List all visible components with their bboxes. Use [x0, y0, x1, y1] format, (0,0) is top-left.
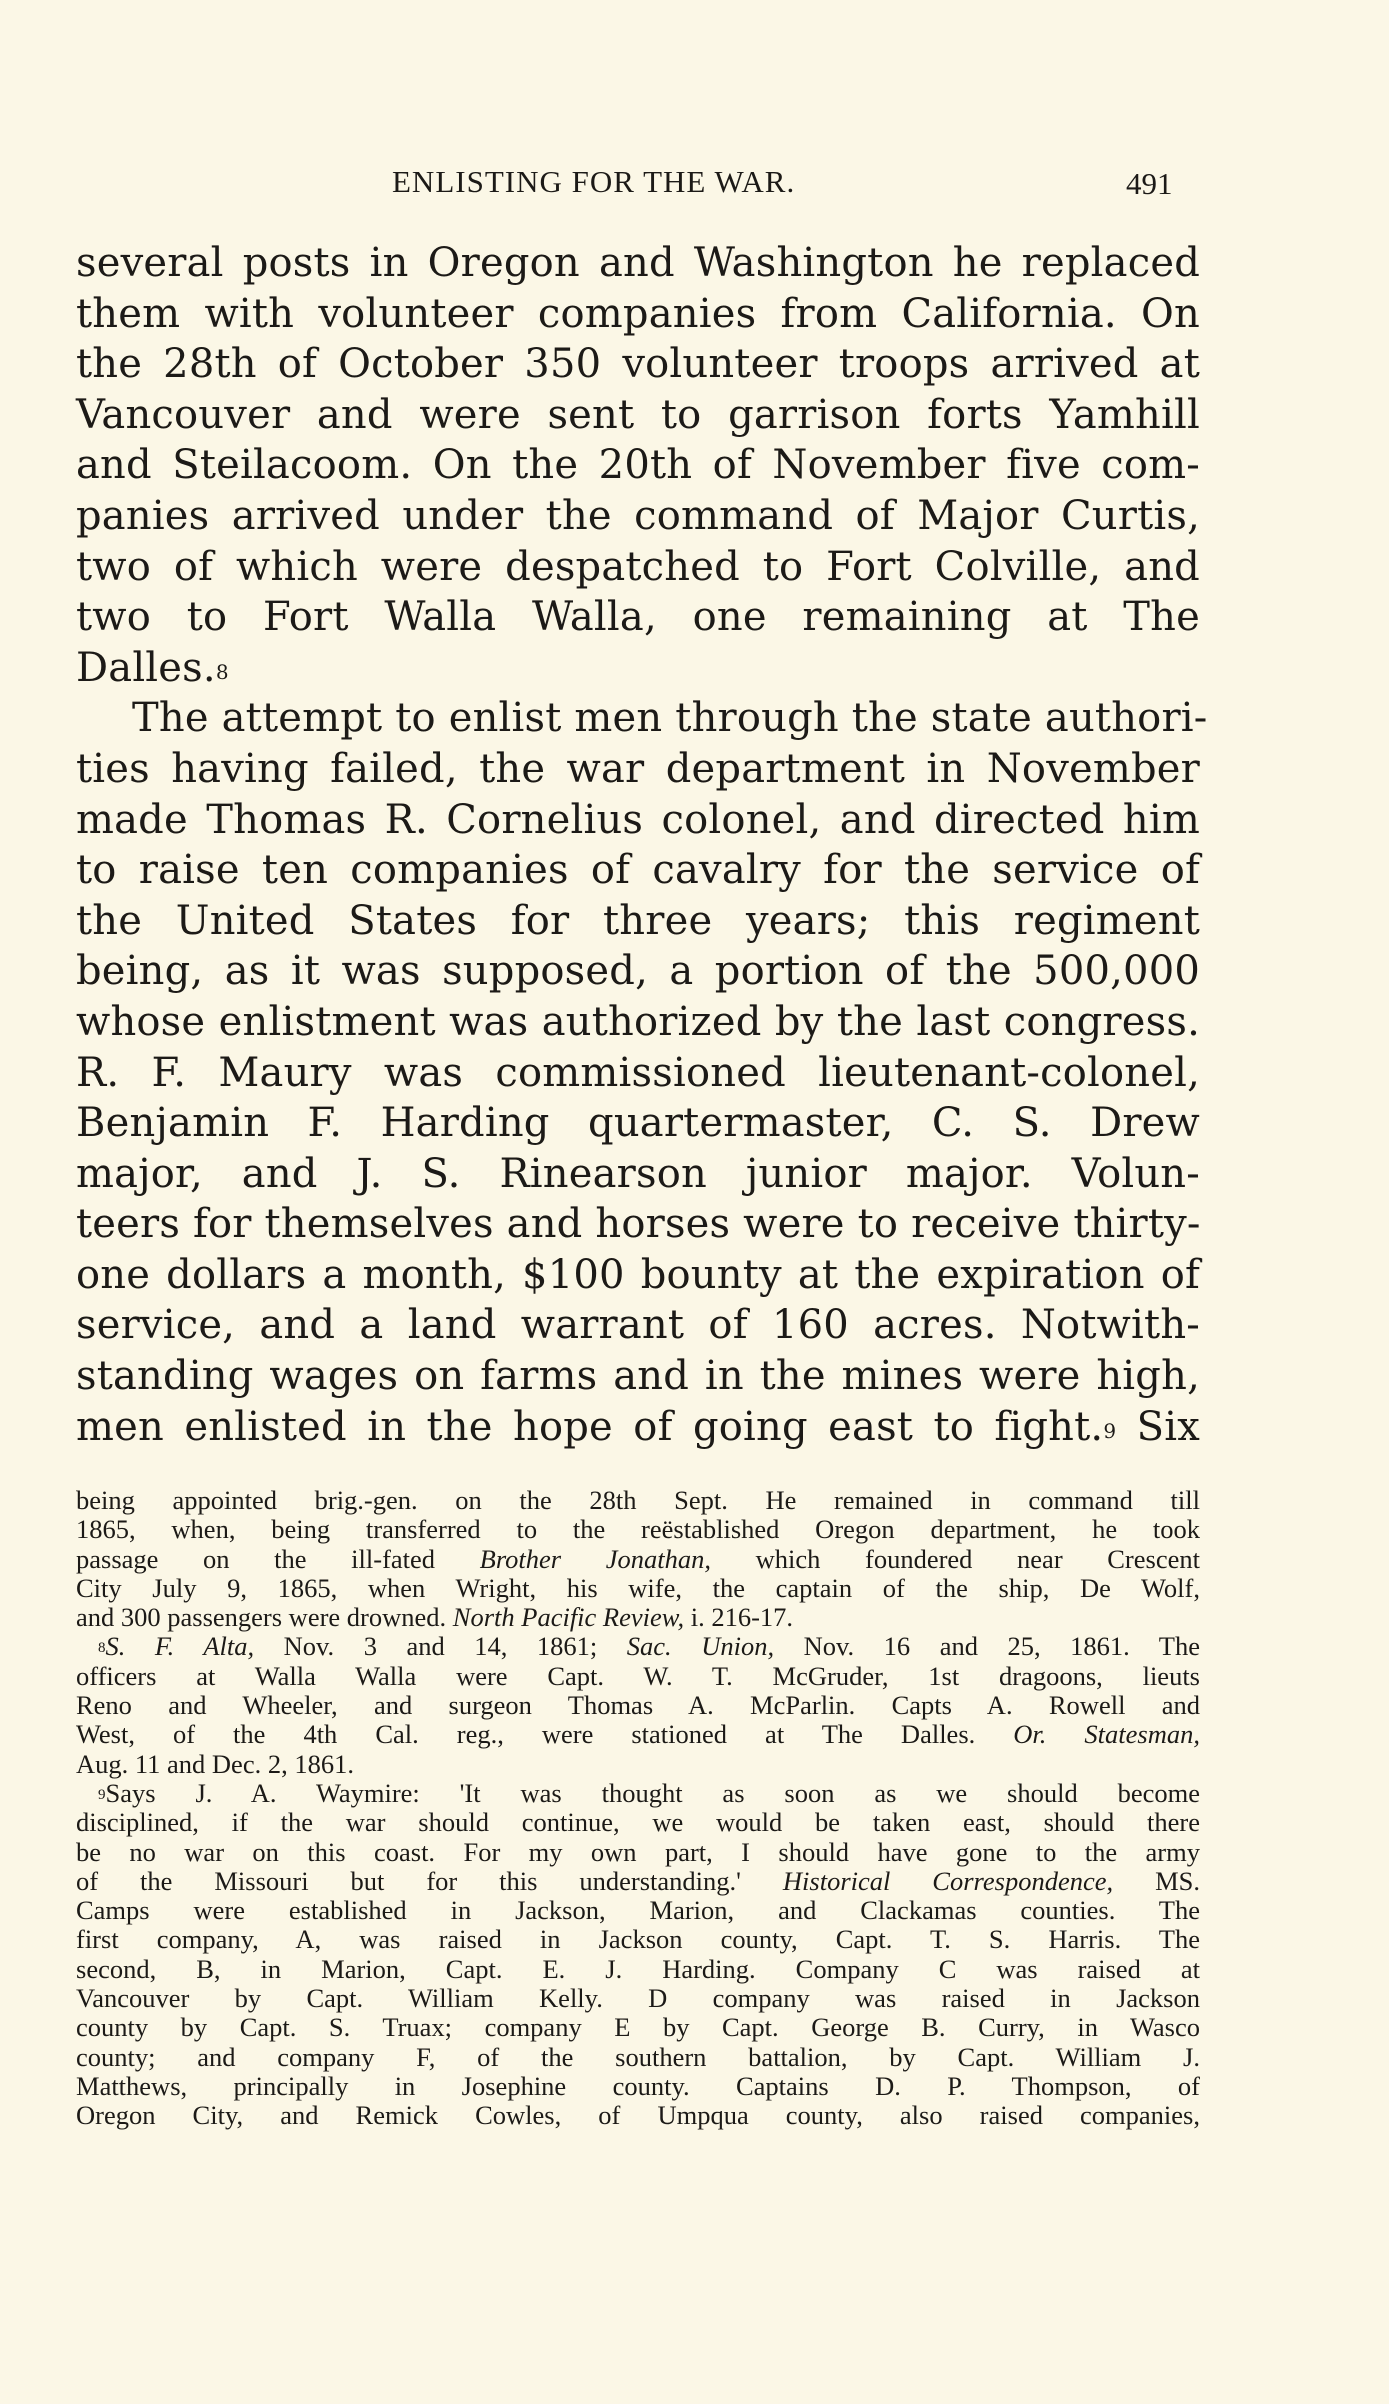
footnote-9	[76, 1779, 1200, 2131]
footnote-line: being appointed brig.-gen. on the 28th Sept. He remained in command till	[76, 1485, 1200, 1515]
text-fragment: passage on the ill-fated	[76, 1543, 480, 1574]
text-line: one dollars a month, $100 bounty at the expiration of	[76, 1251, 1200, 1298]
text-line	[76, 1402, 1200, 1453]
running-title: ENLISTING FOR THE WAR.	[392, 164, 796, 199]
text-fragment: Six	[1136, 1403, 1200, 1450]
text-fragment: which foundered near Crescent	[710, 1543, 1200, 1574]
footnote-line: disciplined, if the war should continue, we would be taken east, should there	[76, 1807, 1200, 1838]
footnote-line	[76, 1632, 1200, 1661]
footnote-line	[76, 1545, 1200, 1574]
text-fragment: West, of the 4th Cal. reg., were stationed at The Dalles.	[76, 1719, 1014, 1750]
footnotes	[76, 1486, 1200, 2131]
page-header	[0, 164, 1389, 208]
text-line: to raise ten companies of cavalry for the service of	[76, 847, 1200, 894]
footnote-marker: 8	[98, 1640, 106, 1657]
footnote-line: Matthews, principally in Josephine county. Captains D. P. Thompson, of	[76, 2070, 1200, 2101]
italic-title: Or. Statesman,	[1013, 1719, 1200, 1750]
footnote-line: 1865, when, being transferred to the reëstablished Oregon department, he took	[76, 1514, 1200, 1545]
text-line: standing wages on farms and in the mines were high,	[76, 1353, 1200, 1400]
text-line: The attempt to enlist men through the state authori-	[132, 695, 1208, 742]
text-line: two of which were despatched to Fort Colville, and	[76, 543, 1200, 590]
footnote-line	[76, 1779, 1200, 1808]
text-fragment: MS.	[1113, 1865, 1200, 1896]
text-line: the 28th of October 350 volunteer troops arrived at	[76, 341, 1200, 388]
text-line: Benjamin F. Harding quartermaster, C. S. Drew	[76, 1100, 1200, 1147]
text-line: two to Fort Walla Walla, one remaining at The	[76, 594, 1200, 641]
main-text	[76, 238, 1208, 1452]
text-line: ties having failed, the war department in November	[76, 745, 1200, 792]
text-line: whose enlistment was authorized by the last congress.	[76, 998, 1200, 1045]
footnote-line: be no war on this coast. For my own part, I should have gone to the army	[76, 1836, 1200, 1867]
footnote-continued	[76, 1486, 1200, 1632]
footnote-line: Camps were established in Jackson, Marion, and Clackamas counties. The	[76, 1895, 1200, 1926]
text-line: major, and J. S. Rinearson junior major. Volun-	[76, 1150, 1200, 1197]
text-line: and Steilacoom. On the 20th of November five com-	[76, 442, 1200, 489]
text-line	[76, 643, 1200, 694]
text-line: R. F. Maury was commissioned lieutenant-colonel,	[76, 1049, 1200, 1096]
text-fragment: of the Missouri but for this understanding.'	[76, 1865, 783, 1896]
text-line: made Thomas R. Cornelius colonel, and directed him	[76, 796, 1200, 843]
text-line: the United States for three years; this regiment	[76, 897, 1200, 944]
italic-title: Brother Jonathan,	[479, 1543, 711, 1574]
text-fragment: Says J. A. Waymire: 'It was thought as soon as we should become	[105, 1777, 1200, 1808]
text-line: teers for themselves and horses were to receive thirty-	[76, 1201, 1201, 1248]
text-fragment: Dalles.	[76, 644, 216, 691]
text-fragment: and 300 passengers were drowned.	[76, 1602, 453, 1633]
footnote-line: Oregon City, and Remick Cowles, of Umpqua county, also raised companies,	[76, 2100, 1200, 2131]
italic-title: Historical Correspondence,	[782, 1865, 1114, 1896]
text-line: service, and a land warrant of 160 acres. Notwith-	[76, 1302, 1200, 1349]
footnote-line: officers at Walla Walla were Capt. W. T. McGruder, 1st dragoons, lieuts	[76, 1660, 1200, 1691]
footnote-line: Aug. 11 and Dec. 2, 1861.	[76, 1748, 354, 1779]
footnote-line: county by Capt. S. Truax; company E by Capt. George B. Curry, in Wasco	[76, 2012, 1200, 2043]
page-number: 491	[1126, 166, 1173, 201]
text-fragment: i. 216-17.	[684, 1602, 794, 1633]
italic-title: Sac. Union,	[626, 1631, 775, 1662]
text-fragment: men enlisted in the hope of going east to fight.	[76, 1403, 1104, 1450]
footnote-line	[76, 1720, 1200, 1749]
text-line: several posts in Oregon and Washington he replaced	[76, 240, 1200, 286]
italic-title: S. F. Alta,	[105, 1631, 255, 1662]
footnote-line: county; and company F, of the southern battalion, by Capt. William J.	[76, 2041, 1200, 2072]
text-line: Vancouver and were sent to garrison forts Yamhill	[76, 391, 1200, 438]
footnote-line: City July 9, 1865, when Wright, his wife, the captain of the ship, De Wolf,	[76, 1572, 1200, 1603]
footnote-line: first company, A, was raised in Jackson county, Capt. T. S. Harris. The	[76, 1924, 1200, 1955]
text-line: them with volunteer companies from California. On	[76, 290, 1200, 337]
footnote-ref-9: 9	[1103, 1418, 1117, 1443]
footnote-8	[76, 1632, 1200, 1778]
text-fragment: Nov. 16 and 25, 1861. The	[774, 1631, 1200, 1662]
text-line: panies arrived under the command of Major Curtis,	[76, 492, 1200, 539]
text-line: being, as it was supposed, a portion of the 500,000	[76, 948, 1200, 995]
footnote-ref-8: 8	[215, 659, 229, 684]
footnote-line	[76, 1867, 1200, 1896]
footnote-marker: 9	[98, 1786, 106, 1803]
footnote-line: Vancouver by Capt. William Kelly. D company was raised in Jackson	[76, 1983, 1200, 2014]
footnote-line: second, B, in Marion, Capt. E. J. Harding. Company C was raised at	[76, 1953, 1200, 1984]
footnote-line: Reno and Wheeler, and surgeon Thomas A. McParlin. Capts A. Rowell and	[76, 1690, 1200, 1721]
footnote-line	[76, 1603, 1200, 1632]
text-fragment: Nov. 3 and 14, 1861;	[254, 1631, 627, 1662]
italic-title: North Pacific Review,	[452, 1602, 685, 1633]
